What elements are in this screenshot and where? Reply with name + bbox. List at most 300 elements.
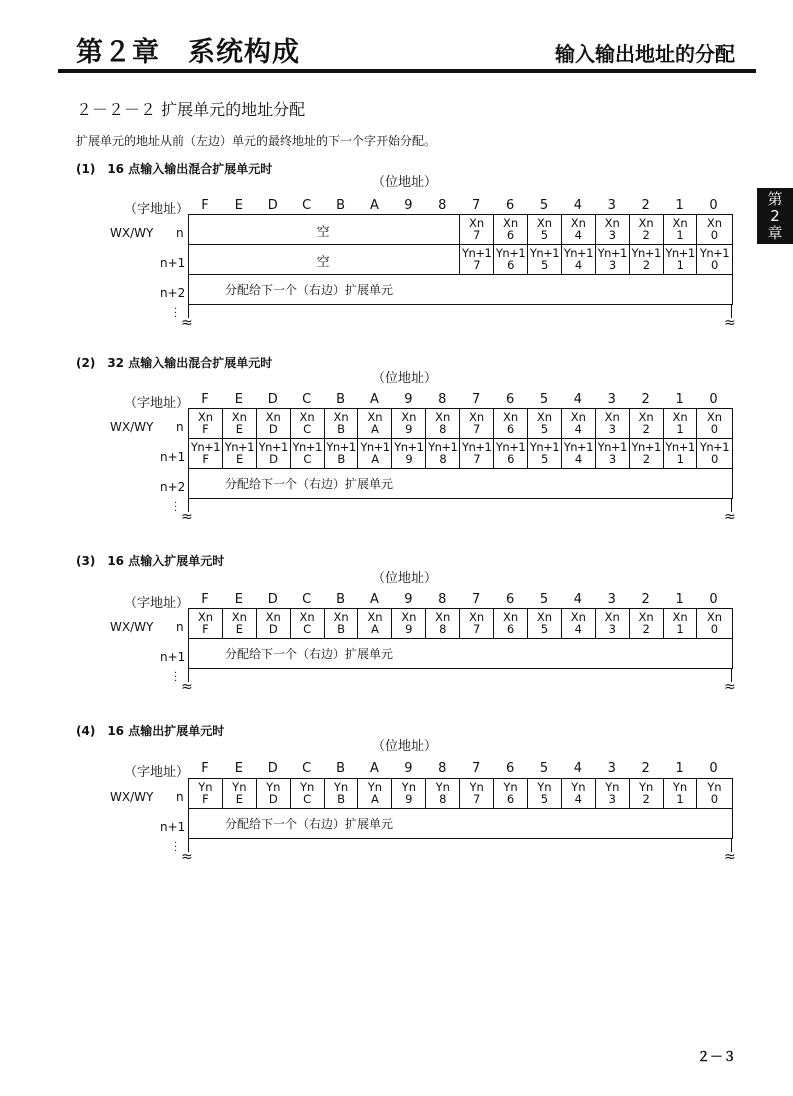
bit-column-header: B bbox=[336, 198, 346, 213]
bit-column-header: 8 bbox=[438, 392, 447, 407]
bit-cell-name: Yn+1 bbox=[563, 440, 593, 454]
bit-cell-name: Yn bbox=[537, 780, 552, 794]
bit-cell-name: Yn bbox=[672, 780, 688, 794]
bit-cell-bit: 0 bbox=[710, 422, 719, 436]
bit-cell-bit: B bbox=[337, 452, 345, 466]
bit-cell-bit: D bbox=[268, 792, 278, 806]
bit-cell-bit: 3 bbox=[608, 622, 616, 636]
table-continuation-right bbox=[731, 498, 732, 512]
bit-cell-name: Yn+1 bbox=[631, 246, 661, 260]
row-label-wxwy: WX/WY bbox=[110, 226, 154, 240]
bit-cell-bit: 2 bbox=[642, 622, 650, 636]
bit-cell bbox=[562, 779, 596, 808]
bit-column-header: 8 bbox=[438, 761, 447, 776]
bit-cell-name: Xn bbox=[536, 216, 553, 230]
bit-column-header: F bbox=[201, 392, 209, 407]
bit-cell-bit: A bbox=[371, 452, 379, 466]
bit-cell bbox=[392, 609, 426, 638]
bit-column-header: F bbox=[201, 198, 209, 213]
bit-cell bbox=[257, 609, 291, 638]
bit-cell bbox=[460, 409, 494, 438]
bit-cell-name: Xn bbox=[333, 610, 349, 624]
bit-column-header: F bbox=[201, 592, 209, 607]
bit-cell bbox=[596, 609, 630, 638]
bit-column-header: 8 bbox=[438, 592, 447, 607]
bit-cell bbox=[460, 439, 494, 468]
bit-cell-name: Yn+1 bbox=[394, 440, 424, 454]
bit-cell-bit: 1 bbox=[676, 228, 684, 242]
bit-cell-bit: E bbox=[235, 422, 243, 436]
bit-cell-bit: 5 bbox=[541, 258, 548, 272]
break-mark-icon: ≈ bbox=[181, 679, 193, 695]
bit-cell bbox=[698, 609, 732, 638]
bit-cell-name: Yn bbox=[469, 780, 484, 794]
bit-cell bbox=[426, 439, 460, 468]
continuation-dots: · · · bbox=[174, 498, 178, 517]
bit-cell-name: Xn bbox=[299, 610, 315, 624]
bit-cell bbox=[460, 779, 494, 808]
bit-cell-name: Yn+1 bbox=[529, 440, 560, 454]
bit-cell bbox=[359, 409, 393, 438]
bit-cell bbox=[325, 779, 359, 808]
bit-cell bbox=[664, 439, 698, 468]
row-label-n: n bbox=[176, 620, 184, 634]
chapter-title: 第２章 系统构成 bbox=[76, 37, 300, 68]
bit-cell bbox=[494, 779, 528, 808]
bit-cell-bit: 2 bbox=[642, 452, 650, 466]
empty-label: 空 bbox=[316, 225, 330, 240]
diagram-title: (4) 16 点输出扩展单元时 bbox=[76, 724, 225, 738]
bit-cell bbox=[630, 439, 664, 468]
chapter-side-tab bbox=[757, 188, 793, 244]
bit-column-header: 0 bbox=[709, 761, 718, 776]
bit-column-header: D bbox=[267, 198, 278, 213]
bit-cell bbox=[528, 245, 562, 274]
bit-cell bbox=[291, 609, 325, 638]
bit-column-header: E bbox=[234, 392, 243, 407]
bit-column-header: 1 bbox=[675, 392, 684, 407]
bit-cell-bit: A bbox=[371, 792, 379, 806]
bit-column-header: 2 bbox=[641, 392, 650, 407]
bit-column-header: 9 bbox=[404, 592, 413, 607]
bit-cell-name: Yn bbox=[435, 780, 450, 794]
continuation-dots: · · · bbox=[174, 668, 178, 687]
bit-cell bbox=[426, 409, 460, 438]
bit-cell-name: Xn bbox=[435, 410, 451, 424]
bit-cell-bit: 9 bbox=[405, 622, 413, 636]
bit-cell bbox=[392, 439, 426, 468]
bit-cell-bit: E bbox=[235, 622, 243, 636]
bit-column-header: 4 bbox=[573, 392, 583, 407]
header-rule bbox=[58, 69, 756, 73]
bit-cell-name: Xn bbox=[401, 410, 417, 424]
bit-column-header: 0 bbox=[709, 392, 718, 407]
bit-cell-name: Yn+1 bbox=[495, 246, 526, 260]
bit-cell-bit: B bbox=[337, 622, 345, 636]
bit-cell-bit: C bbox=[303, 792, 312, 806]
table-row-next-unit bbox=[189, 639, 732, 669]
empty-label: 空 bbox=[316, 255, 330, 270]
bit-cell-name: Yn+1 bbox=[326, 440, 356, 454]
bit-cell-bit: A bbox=[371, 622, 379, 636]
bit-cell-name: Xn bbox=[231, 610, 247, 624]
bit-cell-bit: 4 bbox=[574, 258, 582, 272]
bit-cell bbox=[528, 215, 562, 244]
bit-cell-bit: 3 bbox=[608, 792, 616, 806]
bit-cell-bit: 7 bbox=[472, 228, 481, 242]
bit-cell-name: Yn bbox=[638, 780, 654, 794]
bit-cell bbox=[223, 439, 257, 468]
bit-cell bbox=[630, 609, 664, 638]
word-address-label: （字地址） bbox=[124, 396, 190, 411]
table-continuation-left bbox=[188, 498, 189, 512]
break-mark-icon: ≈ bbox=[724, 315, 736, 331]
bit-address-label: （位地址） bbox=[372, 175, 438, 190]
bit-address-label: （位地址） bbox=[372, 571, 438, 586]
bit-cell bbox=[562, 609, 596, 638]
row-label-n: n bbox=[176, 420, 184, 434]
bit-cell-bit: 7 bbox=[472, 422, 481, 436]
table-continuation-left bbox=[188, 304, 189, 318]
bit-cell bbox=[494, 609, 528, 638]
bit-cell bbox=[392, 779, 426, 808]
bit-cell bbox=[426, 779, 460, 808]
bit-cell bbox=[698, 245, 732, 274]
bit-cell-bit: 4 bbox=[574, 622, 582, 636]
bit-cell-bit: 9 bbox=[405, 452, 413, 466]
bit-cell bbox=[528, 779, 562, 808]
bit-cell bbox=[189, 439, 223, 468]
bit-column-header: 1 bbox=[675, 761, 684, 776]
row-label-wxwy: WX/WY bbox=[110, 420, 154, 434]
bit-cell-bit: 6 bbox=[507, 258, 514, 272]
bit-cell bbox=[325, 439, 359, 468]
table-row bbox=[189, 409, 732, 439]
bit-cell-bit: F bbox=[202, 622, 209, 636]
bit-cell-name: Xn bbox=[672, 610, 688, 624]
bit-cell-bit: 6 bbox=[506, 622, 515, 636]
bit-cell bbox=[596, 245, 630, 274]
bit-cell-bit: B bbox=[337, 422, 345, 436]
bit-column-header: 4 bbox=[573, 761, 583, 776]
bit-cell-bit: 0 bbox=[710, 792, 719, 806]
bit-cell-bit: 6 bbox=[506, 422, 515, 436]
bit-cell bbox=[528, 609, 562, 638]
bit-cell-bit: 7 bbox=[473, 258, 481, 272]
bit-cell-name: Yn+1 bbox=[665, 440, 695, 454]
bit-cell bbox=[257, 409, 291, 438]
bit-cell bbox=[562, 245, 596, 274]
bit-cell-name: Yn bbox=[299, 780, 315, 794]
bit-cell-bit: 7 bbox=[473, 452, 481, 466]
bit-cell bbox=[528, 439, 562, 468]
bit-column-header: B bbox=[336, 761, 346, 776]
address-table bbox=[188, 408, 733, 499]
bit-cell-bit: 4 bbox=[574, 792, 582, 806]
bit-cell bbox=[359, 439, 393, 468]
bit-column-header: 5 bbox=[539, 761, 549, 776]
next-unit-label: 分配给下一个（右边）扩展单元 bbox=[225, 477, 394, 491]
bit-cell bbox=[460, 215, 494, 244]
bit-cell bbox=[664, 609, 698, 638]
bit-column-header: 3 bbox=[607, 761, 616, 776]
bit-cell-bit: 4 bbox=[574, 452, 582, 466]
bit-cell-bit: 1 bbox=[676, 622, 684, 636]
bit-cell-bit: D bbox=[268, 422, 278, 436]
bit-cell bbox=[257, 439, 291, 468]
section-header-title: 输入输出地址的分配 bbox=[555, 42, 735, 66]
bit-cell-bit: 6 bbox=[506, 228, 515, 242]
bit-cell-bit: C bbox=[303, 622, 312, 636]
bit-cell-bit: 7 bbox=[472, 792, 481, 806]
bit-cell-bit: 0 bbox=[711, 258, 718, 272]
bit-cell bbox=[698, 779, 732, 808]
bit-cell-bit: 0 bbox=[710, 228, 719, 242]
side-tab-char: 2 bbox=[770, 207, 780, 225]
bit-cell-bit: F bbox=[202, 452, 209, 466]
bit-cell-name: Yn+1 bbox=[462, 440, 492, 454]
bit-cell-bit: E bbox=[235, 452, 243, 466]
continuation-dots: · · · bbox=[174, 838, 178, 857]
bit-cell-bit: 3 bbox=[608, 228, 616, 242]
bit-cell-bit: D bbox=[268, 622, 278, 636]
bit-cell bbox=[189, 409, 223, 438]
bit-cell-name: Xn bbox=[502, 410, 519, 424]
bit-cell-name: Yn bbox=[605, 780, 620, 794]
bit-cell-bit: 8 bbox=[439, 622, 447, 636]
bit-column-header: 9 bbox=[404, 198, 413, 213]
bit-cell-name: Xn bbox=[197, 610, 214, 624]
bit-cell bbox=[664, 779, 698, 808]
bit-cell bbox=[698, 439, 732, 468]
bit-cell bbox=[325, 609, 359, 638]
bit-column-header: 1 bbox=[675, 198, 684, 213]
diagram-title: (3) 16 点输入扩展单元时 bbox=[76, 554, 225, 568]
bit-column-header: 5 bbox=[539, 392, 549, 407]
bit-column-header: 7 bbox=[472, 592, 481, 607]
bit-cell-name: Yn bbox=[266, 780, 281, 794]
bit-cell-bit: B bbox=[337, 792, 345, 806]
bit-column-header: F bbox=[201, 761, 209, 776]
bit-cell-name: Xn bbox=[536, 410, 553, 424]
table-row bbox=[189, 245, 732, 275]
bit-cell-bit: 6 bbox=[507, 452, 514, 466]
bit-cell bbox=[630, 409, 664, 438]
bit-cell-name: Yn bbox=[401, 780, 416, 794]
bit-cell bbox=[494, 215, 528, 244]
bit-cell bbox=[359, 779, 393, 808]
bit-cell bbox=[664, 215, 698, 244]
address-table bbox=[188, 214, 733, 305]
bit-column-header: C bbox=[302, 198, 312, 213]
row-label-wxwy: WX/WY bbox=[110, 620, 154, 634]
bit-cell-name: Xn bbox=[570, 216, 586, 230]
row-label-wxwy: WX/WY bbox=[110, 790, 154, 804]
bit-cell-name: Xn bbox=[672, 410, 688, 424]
page-number: ２－３ bbox=[696, 1050, 736, 1065]
bit-cell-bit: F bbox=[202, 792, 209, 806]
bit-cell-name: Yn+1 bbox=[597, 440, 627, 454]
table-continuation-right bbox=[731, 304, 732, 318]
bit-cell-name: Yn+1 bbox=[190, 440, 221, 454]
bit-column-header: A bbox=[370, 761, 379, 776]
diagram-title: (2) 32 点输入输出混合扩展单元时 bbox=[76, 356, 273, 370]
bit-column-header: 6 bbox=[505, 392, 515, 407]
bit-cell bbox=[562, 439, 596, 468]
bit-column-header: 3 bbox=[607, 198, 616, 213]
bit-column-header: 7 bbox=[472, 198, 481, 213]
bit-cell-bit: 2 bbox=[642, 422, 650, 436]
bit-cell bbox=[291, 409, 325, 438]
bit-column-header: A bbox=[370, 198, 379, 213]
bit-column-header: 2 bbox=[641, 198, 650, 213]
bit-cell-bit: C bbox=[303, 452, 311, 466]
break-mark-icon: ≈ bbox=[724, 849, 736, 865]
bit-cell-bit: 1 bbox=[676, 792, 684, 806]
bit-cell-name: Xn bbox=[469, 410, 485, 424]
break-mark-icon: ≈ bbox=[724, 509, 736, 525]
bit-column-header: A bbox=[370, 392, 379, 407]
bit-cell-name: Xn bbox=[333, 410, 349, 424]
bit-cell bbox=[630, 779, 664, 808]
bit-cell-bit: 1 bbox=[676, 452, 684, 466]
bit-cell-bit: 3 bbox=[608, 258, 616, 272]
bit-cell-name: Yn+1 bbox=[631, 440, 661, 454]
bit-cell-name: Yn bbox=[367, 780, 383, 794]
bit-cell-name: Yn+1 bbox=[529, 246, 560, 260]
bit-cell-name: Xn bbox=[367, 610, 383, 624]
bit-cell-name: Xn bbox=[638, 410, 654, 424]
bit-column-header: E bbox=[234, 761, 243, 776]
bit-cell-name: Xn bbox=[502, 610, 519, 624]
word-address-label: （字地址） bbox=[124, 596, 190, 611]
address-table bbox=[188, 778, 733, 839]
bit-cell-name: Xn bbox=[706, 410, 723, 424]
bit-cell-bit: 4 bbox=[574, 228, 582, 242]
bit-column-header: 7 bbox=[472, 392, 481, 407]
bit-cell-name: Xn bbox=[604, 610, 620, 624]
bit-cell-name: Yn+1 bbox=[224, 440, 254, 454]
bit-column-header: 4 bbox=[573, 592, 583, 607]
bit-cell bbox=[223, 609, 257, 638]
bit-cell-name: Xn bbox=[706, 610, 723, 624]
bit-cell-name: Xn bbox=[401, 610, 417, 624]
bit-cell-bit: 1 bbox=[676, 258, 684, 272]
next-unit-label: 分配给下一个（右边）扩展单元 bbox=[225, 283, 394, 297]
bit-cell-name: Yn+1 bbox=[495, 440, 526, 454]
table-continuation-right bbox=[731, 668, 732, 682]
row-label-n1: n+1 bbox=[160, 450, 186, 464]
bit-cell bbox=[291, 439, 325, 468]
bit-cell-bit: 4 bbox=[574, 422, 582, 436]
bit-column-header: D bbox=[267, 761, 278, 776]
row-label-n1: n+1 bbox=[160, 820, 186, 834]
bit-cell-bit: 5 bbox=[540, 422, 549, 436]
bit-cell-name: Xn bbox=[231, 410, 247, 424]
bit-address-label: （位地址） bbox=[372, 739, 438, 754]
bit-cell bbox=[698, 215, 732, 244]
bit-cell-name: Xn bbox=[604, 410, 620, 424]
bit-column-header: 0 bbox=[709, 592, 718, 607]
bit-column-header: C bbox=[302, 761, 312, 776]
bit-column-header: 3 bbox=[607, 392, 616, 407]
table-continuation-left bbox=[188, 838, 189, 852]
table-row bbox=[189, 215, 732, 245]
table-continuation-right bbox=[731, 838, 732, 852]
table-continuation-left bbox=[188, 668, 189, 682]
bit-column-header: 6 bbox=[505, 198, 515, 213]
bit-cell-name: Xn bbox=[604, 216, 620, 230]
bit-column-header: 5 bbox=[539, 198, 549, 213]
bit-cell-bit: 5 bbox=[541, 452, 548, 466]
bit-column-header: 6 bbox=[505, 592, 515, 607]
diagram-title: (1) 16 点输入输出混合扩展单元时 bbox=[76, 162, 273, 176]
bit-cell-name: Xn bbox=[672, 216, 688, 230]
bit-cell-name: Xn bbox=[638, 216, 654, 230]
intro-paragraph: 扩展单元的地址从前（左边）单元的最终地址的下一个字开始分配。 bbox=[76, 134, 437, 148]
bit-cell-name: Yn+1 bbox=[665, 246, 695, 260]
bit-cell bbox=[325, 409, 359, 438]
bit-cell bbox=[562, 409, 596, 438]
bit-cell-bit: 0 bbox=[711, 452, 718, 466]
bit-cell bbox=[189, 779, 223, 808]
bit-cell-name: Yn+1 bbox=[360, 440, 390, 454]
bit-column-header: D bbox=[267, 592, 278, 607]
row-label-n1: n+1 bbox=[160, 256, 186, 270]
bit-column-header: A bbox=[370, 592, 379, 607]
word-address-label: （字地址） bbox=[124, 202, 190, 217]
bit-cell bbox=[223, 409, 257, 438]
bit-column-header: 6 bbox=[505, 761, 515, 776]
bit-cell-bit: F bbox=[202, 422, 209, 436]
next-unit-label: 分配给下一个（右边）扩展单元 bbox=[225, 817, 394, 831]
bit-cell-name: Yn+1 bbox=[699, 246, 730, 260]
bit-cell-name: Xn bbox=[469, 610, 485, 624]
bit-cell-name: Xn bbox=[299, 410, 315, 424]
bit-cell-name: Xn bbox=[502, 216, 519, 230]
bit-cell-bit: 5 bbox=[540, 228, 549, 242]
bit-cell-bit: 2 bbox=[642, 228, 650, 242]
bit-cell-name: Yn bbox=[333, 780, 349, 794]
table-row bbox=[189, 439, 732, 469]
bit-cell-name: Xn bbox=[367, 410, 383, 424]
table-row bbox=[189, 609, 732, 639]
bit-cell bbox=[392, 409, 426, 438]
bit-cell bbox=[630, 215, 664, 244]
row-label-n1: n+1 bbox=[160, 650, 186, 664]
bit-column-header: B bbox=[336, 392, 346, 407]
bit-cell-bit: E bbox=[235, 792, 243, 806]
bit-cell-bit: C bbox=[303, 422, 312, 436]
section-heading: ２－２－２ 扩展单元的地址分配 bbox=[76, 100, 306, 119]
bit-cell bbox=[426, 609, 460, 638]
break-mark-icon: ≈ bbox=[181, 315, 193, 331]
bit-cell bbox=[562, 215, 596, 244]
bit-cell-bit: 3 bbox=[608, 452, 616, 466]
bit-cell-bit: 9 bbox=[405, 792, 413, 806]
bit-cell-name: Xn bbox=[197, 410, 214, 424]
bit-cell-name: Xn bbox=[435, 610, 451, 624]
side-tab-char: 第 bbox=[767, 190, 783, 208]
bit-column-header: E bbox=[234, 198, 243, 213]
bit-column-header: E bbox=[234, 592, 243, 607]
row-label-n: n bbox=[176, 226, 184, 240]
table-row-next-unit bbox=[189, 275, 732, 305]
bit-cell-bit: 5 bbox=[540, 792, 549, 806]
bit-cell bbox=[291, 779, 325, 808]
bit-cell-bit: D bbox=[269, 452, 278, 466]
bit-cell-name: Xn bbox=[570, 410, 586, 424]
